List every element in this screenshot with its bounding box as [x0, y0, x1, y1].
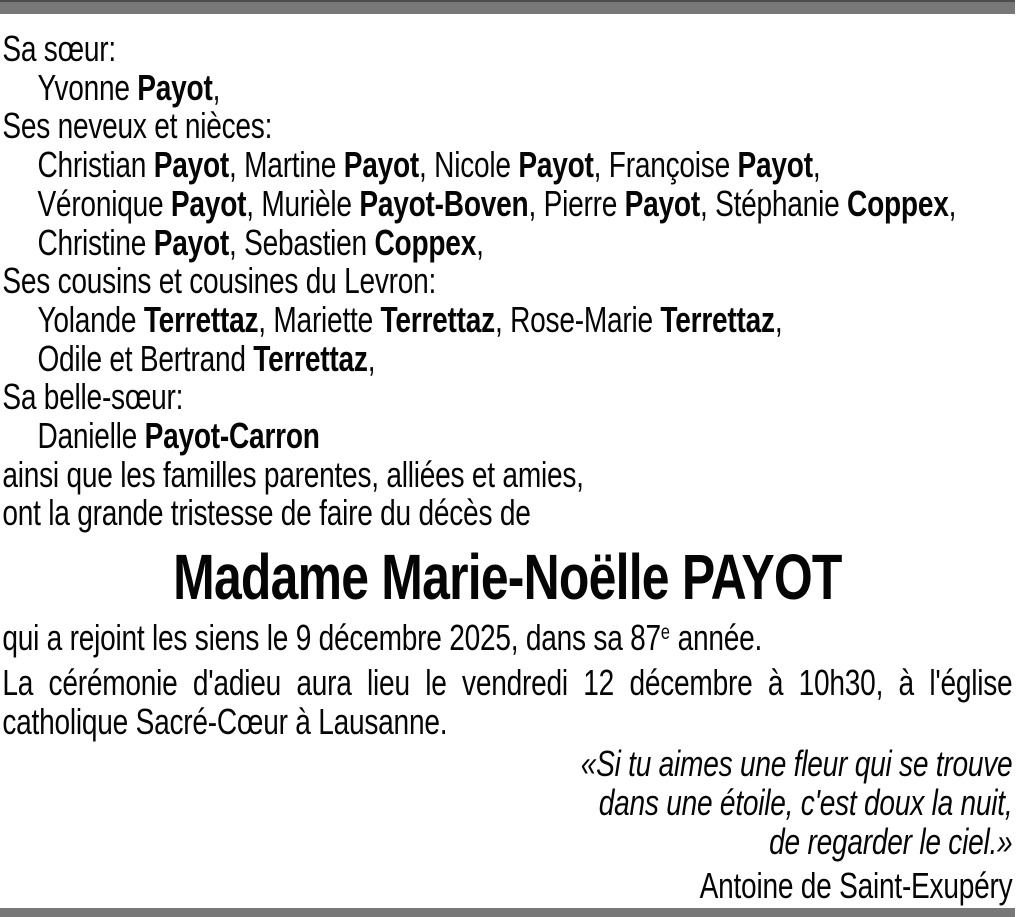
family-text: ,	[812, 144, 821, 186]
death-date-line	[2, 619, 1012, 664]
family-surname: Coppex	[847, 182, 949, 224]
family-line	[2, 66, 1012, 108]
family-surname: Payot	[170, 182, 247, 224]
family-text: Danielle	[37, 415, 145, 457]
family-surname: Coppex	[374, 221, 477, 263]
family-text: Christian	[37, 144, 154, 186]
family-text: Sa sœur:	[2, 28, 116, 69]
family-text: ,	[212, 66, 221, 108]
family-text: ainsi que les familles parentes, alliées et amies,	[2, 453, 584, 495]
family-text: , Stéphanie	[699, 182, 848, 224]
death-date-suffix: année.	[669, 617, 763, 659]
ceremony-paragraph: La cérémonie d'adieu aura lieu le vendredi 12 décembre à 10h30, à l'église catholique Sacré-Cœur à Lausanne.	[2, 661, 1013, 742]
family-text: ,	[948, 182, 957, 224]
family-text: , Pierre	[528, 182, 625, 224]
family-text: Yolande	[37, 298, 144, 340]
bottom-divider-bar	[0, 908, 1015, 917]
family-text: Christine	[37, 221, 154, 263]
family-surname: Payot	[153, 144, 230, 186]
family-surname: Terrettaz	[380, 298, 495, 340]
family-surname: Payot-Carron	[144, 415, 320, 457]
family-line	[2, 262, 1012, 301]
family-text: Ses neveux et nièces:	[2, 105, 273, 147]
family-text: , Mariette	[258, 298, 381, 340]
family-surname: Payot	[737, 144, 813, 186]
family-line	[2, 494, 1012, 533]
family-line	[2, 378, 1012, 417]
family-surname: Payot-Boven	[359, 182, 529, 224]
family-text: , Martine	[229, 144, 344, 186]
quote-line: de regarder le ciel.»	[769, 820, 1013, 862]
quote-line: «Si tu aimes une fleur qui se trouve	[580, 743, 1013, 785]
family-surname: Terrettaz	[253, 337, 368, 379]
family-line	[2, 417, 1012, 456]
family-text: , Murièle	[246, 182, 360, 224]
family-line	[2, 298, 1012, 340]
family-line	[2, 182, 1012, 224]
family-text: , Sebastien	[229, 221, 375, 263]
family-line	[2, 453, 1012, 495]
ordinal-superscript: e	[660, 621, 670, 645]
top-divider-bar	[0, 0, 1015, 14]
family-text: ,	[774, 298, 783, 340]
family-surname: Payot	[518, 144, 594, 186]
family-text: , Rose-Marie	[494, 298, 661, 340]
deceased-name-title: Madame Marie-Noëlle PAYOT	[173, 541, 842, 614]
family-text: Ses cousins et cousines du Levron:	[2, 260, 437, 302]
family-surname: Payot	[137, 66, 213, 108]
family-text: , Françoise	[593, 144, 738, 186]
family-line	[2, 30, 1012, 69]
family-text: , Nicole	[419, 144, 519, 186]
family-line	[2, 337, 1012, 379]
family-line	[2, 146, 1012, 185]
family-text: Odile et Bertrand	[37, 337, 254, 379]
family-surname: Terrettaz	[143, 298, 259, 340]
family-lines	[2, 30, 1012, 533]
family-line	[2, 221, 1012, 263]
family-surname: Payot	[624, 182, 700, 224]
family-surname: Terrettaz	[660, 298, 775, 340]
notice-content	[0, 14, 1020, 906]
death-date-text: qui a rejoint les siens le 9 décembre 2025, dans sa 87	[2, 617, 661, 659]
family-surname: Payot	[343, 144, 420, 186]
family-text: Sa belle-sœur:	[2, 376, 184, 418]
family-text: Véronique	[37, 182, 171, 224]
family-line	[2, 107, 1012, 146]
quote-block	[2, 745, 1012, 861]
quote-attribution: Antoine de Saint-Exupéry	[699, 865, 1013, 907]
family-surname: Payot	[153, 221, 230, 263]
quote-line: dans une étoile, c'est doux la nuit,	[598, 781, 1013, 823]
family-text: ,	[367, 337, 376, 379]
family-text: ont la grande tristesse de faire du décès de	[2, 492, 531, 534]
family-text: ,	[476, 221, 484, 263]
family-text: Yvonne	[37, 66, 138, 108]
